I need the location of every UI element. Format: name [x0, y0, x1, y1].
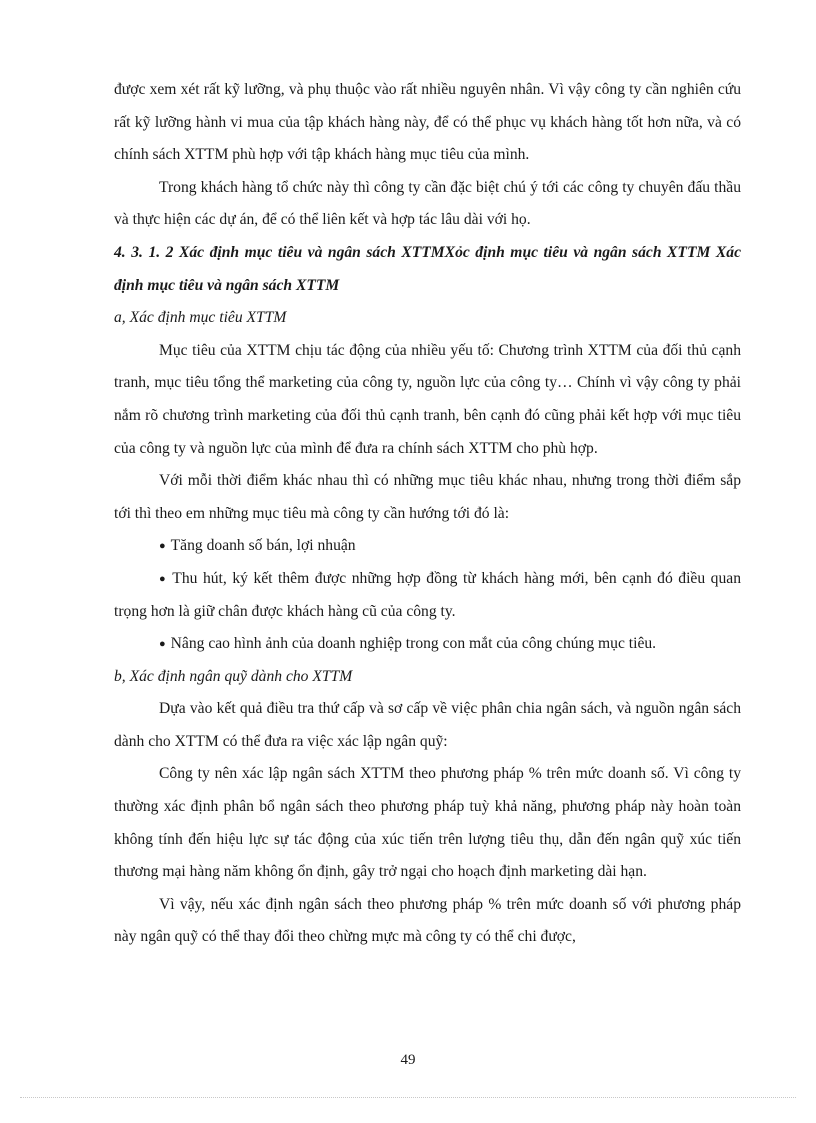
- bullet-item: [114, 530, 741, 563]
- bullet-icon: ●: [159, 638, 166, 651]
- subsection-heading: b, Xác định ngân quỹ dành cho XTTM: [114, 667, 353, 685]
- paragraph: Mục tiêu của XTTM chịu tác động của nhiều yếu tố: Chương trình XTTM của đối thủ cạnh tranh, mục tiêu tổng thể marketing của công ty, nguồn lực của công ty… Chính vì vậy công ty phải nắm rõ chương trình marketing của đối thủ cạnh tranh, bên cạnh đó cũng phải kết hợp với mục tiêu của công ty và nguồn lực của mình để đưa ra chính sách XTTM cho phù hợp.: [114, 341, 741, 457]
- bullet-text: Thu hút, ký kết thêm được những hợp đồng từ khách hàng mới, bên cạnh đó điều quan trọng hơn là giữ chân được khách hàng cũ của công ty.: [114, 569, 741, 620]
- bullet-icon: ●: [159, 540, 166, 553]
- paragraph: được xem xét rất kỹ lưỡng, và phụ thuộc vào rất nhiều nguyên nhân. Vì vậy công ty cần nghiên cứu rất kỹ lưỡng hành vi mua của tập khách hàng này, để có thể phục vụ khách hàng tốt hơn nữa, và có chính sách XTTM phù hợp với tập khách hàng mục tiêu của mình.: [114, 81, 741, 164]
- bullet-text: Nâng cao hình ảnh của doanh nghiệp trong con mắt của công chúng mục tiêu.: [170, 635, 657, 653]
- bullet-item: [114, 563, 741, 628]
- bullet-item: [114, 628, 741, 661]
- footer-divider: [20, 1097, 796, 1098]
- section-heading: 4. 3. 1. 2 Xác định mục tiêu và ngân sách XTTMXỏc định mục tiêu và ngân sách XTTM Xác định mục tiêu và ngân sách XTTM: [114, 243, 741, 294]
- subsection-heading: a, Xác định mục tiêu XTTM: [114, 309, 287, 327]
- bullet-icon: ●: [159, 572, 168, 585]
- bullet-text: Tăng doanh số bán, lợi nhuận: [170, 537, 356, 555]
- page-body: [114, 74, 741, 954]
- paragraph: Với mỗi thời điểm khác nhau thì có những mục tiêu khác nhau, nhưng trong thời điểm sắp tới thì theo em những mục tiêu mà công ty cần hướng tới đó là:: [114, 472, 741, 522]
- paragraph: Trong khách hàng tổ chức này thì công ty cần đặc biệt chú ý tới các công ty chuyên đấu thầu và thực hiện các dự án, để có thể liên kết và hợp tác lâu dài với họ.: [114, 178, 741, 229]
- page-number: 49: [400, 1052, 416, 1068]
- paragraph: Dựa vào kết quả điều tra thứ cấp và sơ cấp về việc phân chia ngân sách, và nguồn ngân sách dành cho XTTM có thể đưa ra việc xác lập ngân quỹ:: [114, 700, 741, 750]
- paragraph: Vì vậy, nếu xác định ngân sách theo phương pháp % trên mức doanh số với phương pháp này ngân quỹ có thể thay đổi theo chừng mực mà công ty có thể chi được,: [114, 895, 741, 946]
- paragraph: Công ty nên xác lập ngân sách XTTM theo phương pháp % trên mức doanh số. Vì công ty thường xác định phân bổ ngân sách theo phương pháp tuỳ khả năng, phương pháp này hoàn toàn không tính đến hiệu lực sự tác động của xúc tiến trên lượng tiêu thụ, dẫn đến ngân quỹ xúc tiến thương mại hàng năm không ổn định, gây trở ngại cho hoạch định marketing dài hạn.: [114, 765, 741, 881]
